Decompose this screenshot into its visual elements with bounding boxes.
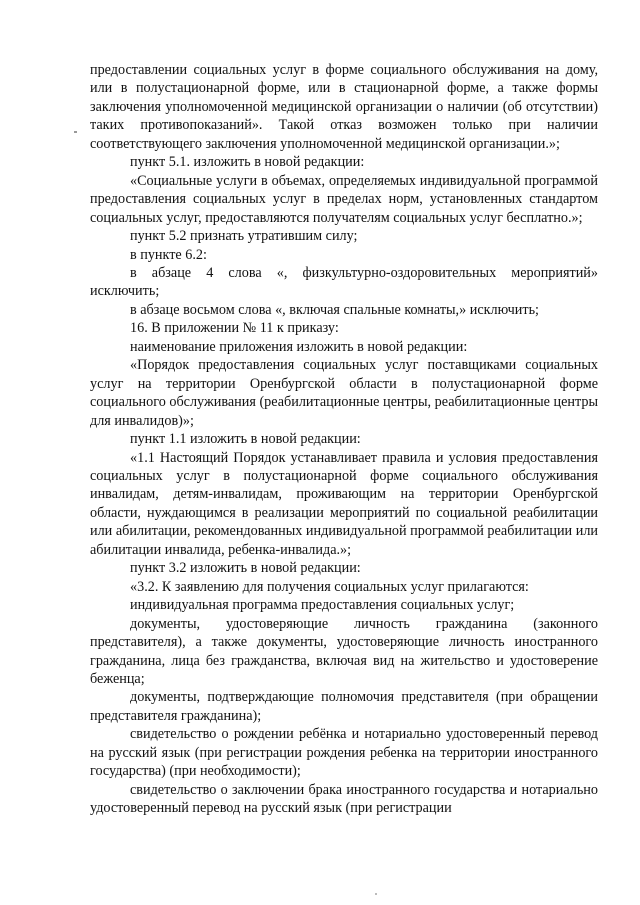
paragraph: «1.1 Настоящий Порядок устанавливает правила и условия предоставления социальных услуг в полустационарной форме социального обслуживания инвалидам, детям-инвалидам, проживающим на территории Оренбургской области, нуждающимся в реализации мероприятий по социальной реабилитации или абилитации, рекомендованных индивидуальной программой реабилитации или абилитации инвалида, ребенка-инвалида.»; [90, 449, 598, 558]
paragraph: документы, подтверждающие полномочия представителя (при обращении представителя гражданина); [90, 689, 598, 724]
margin-mark [74, 131, 77, 133]
scan-speck [375, 893, 377, 895]
paragraph: пункт 1.1 изложить в новой редакции: [130, 431, 361, 448]
paragraph: свидетельство о рождении ребёнка и нотариально удостоверенный перевод на русский язык (при регистрации рождения ребенка на территории иностранного государства) (при необходимости); [90, 726, 598, 780]
paragraph: в пункте 6.2: [130, 246, 207, 263]
document-body [90, 61, 598, 818]
paragraph: документы, удостоверяющие личность гражданина (законного представителя), а также документы, удостоверяющие личность иностранного гражданина, лица без гражданства, включая вид на жительство и удостоверение беженца; [90, 615, 598, 687]
paragraph: свидетельство о заключении брака иностранного государства и нотариально удостоверенный перевод на русский язык (при регистрации [90, 781, 598, 817]
paragraph: «Социальные услуги в объемах, определяемых индивидуальной программой предоставления социальных услуг в пределах норм, установленных стандартом социальных услуг, предоставляются получателям социальных услуг бесплатно.»; [90, 172, 598, 226]
paragraph: пункт 5.2 признать утратившим силу; [130, 228, 358, 245]
paragraph: «Порядок предоставления социальных услуг поставщиками социальных услуг на территории Оренбургской области в полустационарной форме социального обслуживания (реабилитационные центры, реабилитационные центры для инвалидов)»; [90, 357, 598, 429]
paragraph: 16. В приложении № 11 к приказу: [130, 320, 339, 337]
paragraph: индивидуальная программа предоставления социальных услуг; [130, 597, 515, 614]
paragraph: предоставлении социальных услуг в форме социального обслуживания на дому, или в полустационарной форме, или в стационарной форме, а также формы заключения уполномоченной медицинской организации о наличии (об отсутствии) таких противопоказаний». Такой отказ возможен только при наличии соответствующего заключения уполномоченной медицинской организации.»; [90, 62, 598, 152]
paragraph: в абзаце 4 слова «, физкультурно-оздоровительных мероприятий» исключить; [90, 264, 598, 300]
paragraph: в абзаце восьмом слова «, включая спальные комнаты,» исключить; [130, 301, 539, 318]
paragraph: пункт 5.1. изложить в новой редакции: [130, 154, 365, 171]
paragraph: пункт 3.2 изложить в новой редакции: [130, 560, 361, 577]
paragraph: «3.2. К заявлению для получения социальных услуг прилагаются: [130, 578, 529, 595]
paragraph: наименование приложения изложить в новой редакции: [130, 338, 468, 355]
